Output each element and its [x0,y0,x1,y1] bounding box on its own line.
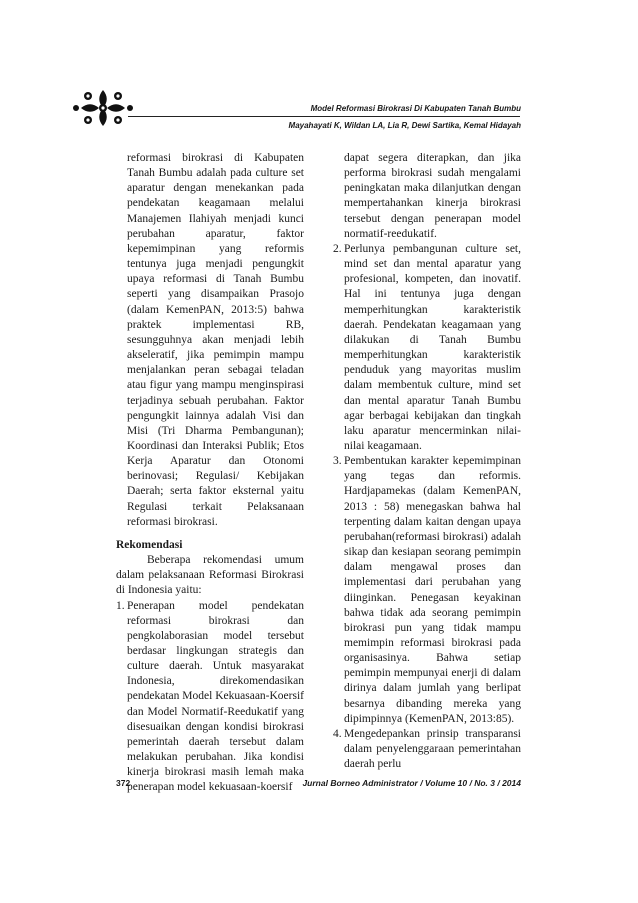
section-heading-rekomendasi: Rekomendasi [116,538,183,551]
running-authors: Mayahayati K, Wildan LA, Lia R, Dewi Sartika, Kemal Hidayah [288,121,521,130]
item-text: Penerapan model pendekatan reformasi birokrasi dan pengkolaborasian model tersebut berdasar lingkungan strategis dan culture daerah. Untuk masyarakat Indonesia, direkomendasikan pendekatan Model Kekuasaan-Koersif dan Model Normatif-Reedukatif yang disesuaikan dengan kondisi birokrasi pemerintah daerah tersebut dalam melakukan perubahan. Jika kondisi kinerja birokrasi masih lemah maka penerapan model kekuasaan-koersif [127,599,304,794]
item-text: Perlunya pembangunan culture set, mind set dan mental aparatur yang profesional, kompeten, dan inovatif. Hal ini tentunya juga dengan memperhitungkan karakteristik daerah. Pendekatan keagamaan yang dilakukan di Tanah Bumbu memperhitungkan karakteristik penduduk yang mayoritas muslim dalam membentuk culture, mind set dan mental aparatur Tanah Bumbu agar berbagai kebijakan dan tingkah laku aparatur mencerminkan nilai-nilai keagamaan. [344,242,521,452]
decorative-ornament-icon [72,86,134,130]
page-number: 372 [116,778,131,788]
right-column [333,151,521,772]
recommendation-item-1 [116,599,304,796]
header-rule [128,116,520,117]
recommendation-item-2 [333,242,521,454]
item-number: 3. [333,455,342,468]
item-number: 4. [333,727,342,740]
left-column [116,151,304,796]
recommendation-lead: Beberapa rekomendasi umum dalam pelaksanaan Reformasi Birokrasi di Indonesia yaitu: [116,554,304,597]
item-number: 2. [333,242,342,255]
journal-citation: Jurnal Borneo Administrator / Volume 10 / No. 3 / 2014 [302,778,521,788]
item-text: Pembentukan karakter kepemimpinan yang tegas dan reformis. Hardjapamekas (dalam KemenPAN, 2013 : 58) menegaskan bahwa hal terpenting dalam kaitan dengan upaya perubahan(reformasi birokrasi) adalah sikap dan kesiapan seorang pemimpin dalam mengawal proses dan implementasi dari perubahan yang diinginkan. Penegasan keyakinan bahwa tidak ada seorang pemimpin birokrasi pun yang tidak mampu memimpin reformasi birokrasi pada organisasinya. Bahwa setiap pemimpin mempunyai enerji di dalam dirinya dalam jumlah yang berlipat besarnya dibanding mereka yang dipimpinnya (KemenPAN, 2013:85). [344,455,521,725]
item-1-continuation: dapat segera diterapkan, dan jika performa birokrasi sudah mengalami peningkatan maka dilanjutkan dengan mempertahankan kinerja birokrasi tersebut dengan penerapan model normatif-reedukatif. [344,152,521,240]
item-number: 1. [116,599,125,612]
running-title: Model Reformasi Birokrasi Di Kabupaten Tanah Bumbu [310,104,521,113]
intro-paragraph: reformasi birokrasi di Kabupaten Tanah Bumbu adalah pada culture set aparatur dengan menekankan pada pendekatan keagamaan melalui Manajemen Ilahiyah menjadi kunci perubahan aparatur, faktor kepemimpinan yang reformis tentunya juga menjadi pengungkit upaya reformasi di Tanah Bumbu seperti yang disampaikan Prasojo (dalam KemenPAN, 2013:5) bahwa praktek implementasi RB, sesungguhnya akan menjadi lebih akseleratif, jika pemimpin mampu menjalankan peran sebagai teladan atau figur yang mampu menginspirasi terjadinya sebuah perubahan. Faktor pengungkit lainnya adalah Visi dan Misi (Tri Dharma Pembangunan); Koordinasi dan Interaksi Publik; Etos Kerja Aparatur dan Otonomi berinovasi; Regulasi/ Kebijakan Daerah; serta faktor eksternal yaitu Regulasi terkait Pelaksanaan reformasi birokrasi. [127,152,304,528]
recommendation-item-4 [333,727,521,772]
item-text: Mengedepankan prinsip transparansi dalam penyelenggaraan pemerintahan daerah perlu [344,727,521,771]
recommendation-item-3 [333,454,521,727]
